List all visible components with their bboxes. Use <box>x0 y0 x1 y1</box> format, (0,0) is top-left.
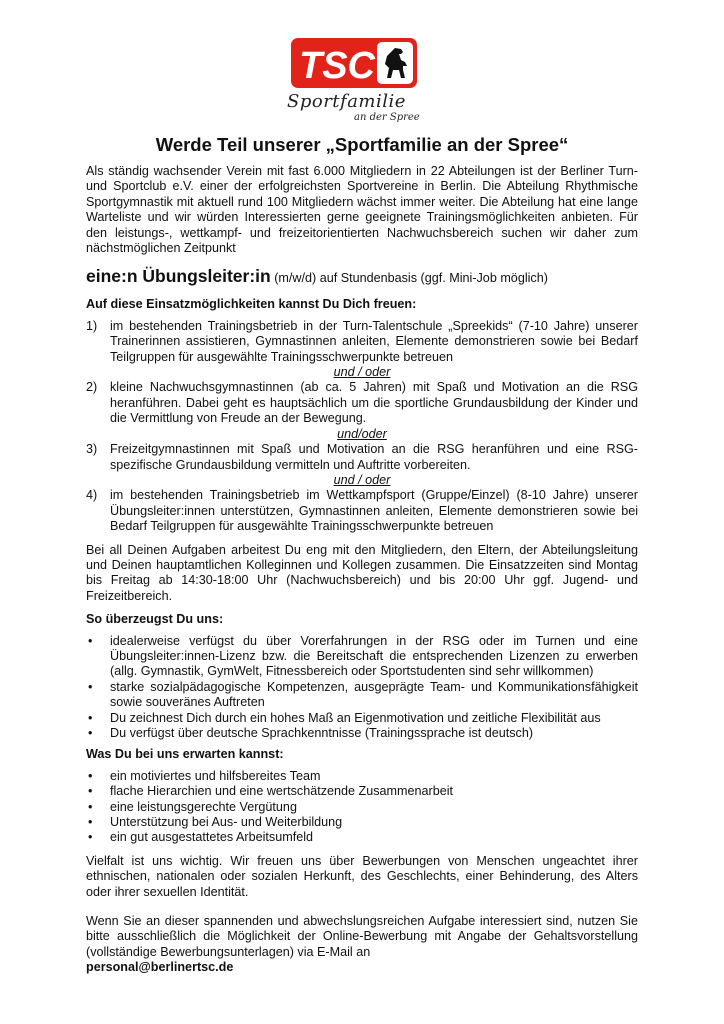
list-item: • Du verfügst über deutsche Sprachkenntnisse (Trainingssprache ist deutsch) <box>88 726 534 740</box>
list-item: 1) im bestehenden Trainingsbetrieb in der Turn-Talentschule „Spreekids“ (7-10 Jahre) unserer Trainerinnen assistieren, Gymnastinnen anleiten, Elemente demonstrieren sowie bei Bedarf Teilgruppen für ausgewählte Trainingsschwerpunkte betreuen <box>86 318 638 364</box>
logo-tagline: Sportfamilie <box>287 91 406 112</box>
role-line <box>86 268 638 287</box>
list-item: • ein gut ausgestattetes Arbeitsumfeld <box>88 830 314 845</box>
application-paragraph: Wenn Sie an dieser spannenden und abwechslungsreichen Aufgabe interessiert sind, nutzen Sie bitte ausschließlich die Möglichkeit der Online-Bewerbung mit Angabe der Gehaltsvorstellung (vollständige Bewerbungsunterlagen) via E-Mail an <box>86 914 638 959</box>
list-item: • eine leistungsgerechte Vergütung <box>88 799 297 814</box>
tasks-list <box>86 319 638 535</box>
list-item: • flache Hierarchien und eine wertschätzende Zusammenarbeit <box>88 784 454 799</box>
list-item: • idealerweise verfügst du über Vorerfahrungen in der RSG oder im Turnen und eine Übungsleiter:innen-Lizenz bzw. die Bereitschaft die entsprechenden Lizenzen zu erwerben (allg. Gymnastik, GymWelt, Fitnessbereich oder Sportstudenten sind sehr willkommen) <box>88 633 638 679</box>
connector-text: und / oder <box>333 365 391 380</box>
list-item: • starke sozialpädagogische Kompetenzen, ausgeprägte Team- und Kommunikationsfähigkeit sowie souveränes Auftreten <box>88 679 638 710</box>
bear-icon <box>377 42 413 84</box>
header-logo-area <box>86 38 638 126</box>
connector-text: und / oder <box>333 472 391 487</box>
diversity-paragraph: Vielfalt ist uns wichtig. Wir freuen uns über Bewerbungen von Menschen ungeachtet ihrer ethnischen, nationalen oder sozialen Herkunft, des Geschlechts, einer Behinderung, des Alters oder ihrer sexuellen Identität. <box>86 853 638 899</box>
role-title: eine:n Übungsleiter:in <box>86 266 271 287</box>
role-details: (m/w/d) auf Stundenbasis (ggf. Mini-Job möglich) <box>270 271 548 286</box>
list-item: 3) Freizeitgymnastinnen mit Spaß und Motivation an die RSG heranführen und eine RSG-spezifische Grundausbildung vermitteln und Auftritte vorbereiten. <box>86 442 638 472</box>
list-item: • Unterstützung bei Aus- und Weiterbildung <box>88 815 343 830</box>
benefits-heading: Was Du bei uns erwarten kannst: <box>86 747 284 762</box>
list-item: 4) im bestehenden Trainingsbetrieb im Wettkampfsport (Gruppe/Einzel) (8-10 Jahre) unserer Übungsleiter:innen unterstützen, Gymnastinnen anleiten, Elemente demonstrieren sowie bei Bedarf Teilgruppen für ausgewählte Trainingsschwerpunkte betreuen <box>86 488 638 534</box>
intro-paragraph: Als ständig wachsender Verein mit fast 6.000 Mitgliedern in 22 Abteilungen ist der Berliner Turn- und Sportclub e.V. einer der erfolgreichsten Sportvereine in Berlin. Die Abteilung Rhythmische Sportgymnastik mit aktuell rund 100 Mitgliedern wächst immer weiter. Die Abteilung hat eine lange Warteliste und wir würden Interessierten gerne geeignete Trainingsmöglichkeiten anbieten. Für den leistungs-, wettkampf- und freizeitorientierten Nachwuchsbereich suchen wir daher zum nächstmöglichen Zeitpunkt <box>86 164 638 256</box>
tasks-heading: Auf diese Einsatzmöglichkeiten kannst Du Dich freuen: <box>86 297 417 312</box>
requirements-heading: So überzeugst Du uns: <box>86 612 224 627</box>
logo-text: TSC <box>299 45 375 87</box>
list-item: 2) kleine Nachwuchsgymnastinnen (ab ca. 5 Jahren) mit Spaß und Motivation an die RSG heranführen. Dabei geht es hauptsächlich um die sportliche Grundausbildung der Kinder und die Vermittlung von Freude an der Bewegung. <box>86 380 638 426</box>
contact-email[interactable]: personal@berlinertsc.de <box>86 960 234 975</box>
tsc-logo <box>291 38 417 88</box>
list-item: • ein motiviertes und hilfsbereites Team <box>88 768 321 783</box>
list-item: • Du zeichnest Dich durch ein hohes Maß an Eigenmotivation und zeitliche Flexibilität aus <box>88 710 601 725</box>
requirements-list <box>86 634 638 742</box>
connector-text: und/oder <box>337 426 387 441</box>
logo-subtagline: an der Spree <box>354 112 420 123</box>
benefits-list <box>86 769 638 846</box>
work-paragraph: Bei all Deinen Aufgaben arbeitest Du eng mit den Mitgliedern, den Eltern, der Abteilungsleitung und Deinen hauptamtlichen Kolleginnen und Kollegen zusammen. Die Einsatzzeiten sind Montag bis Freitag ab 14:30-18:00 Uhr (Nachwuchsbereich) und bis 20:00 Uhr ggf. Jugend- und Freizeitbereich. <box>86 542 638 603</box>
job-posting <box>86 38 638 976</box>
page-title: Werde Teil unserer „Sportfamilie an der Spree“ <box>155 134 569 155</box>
